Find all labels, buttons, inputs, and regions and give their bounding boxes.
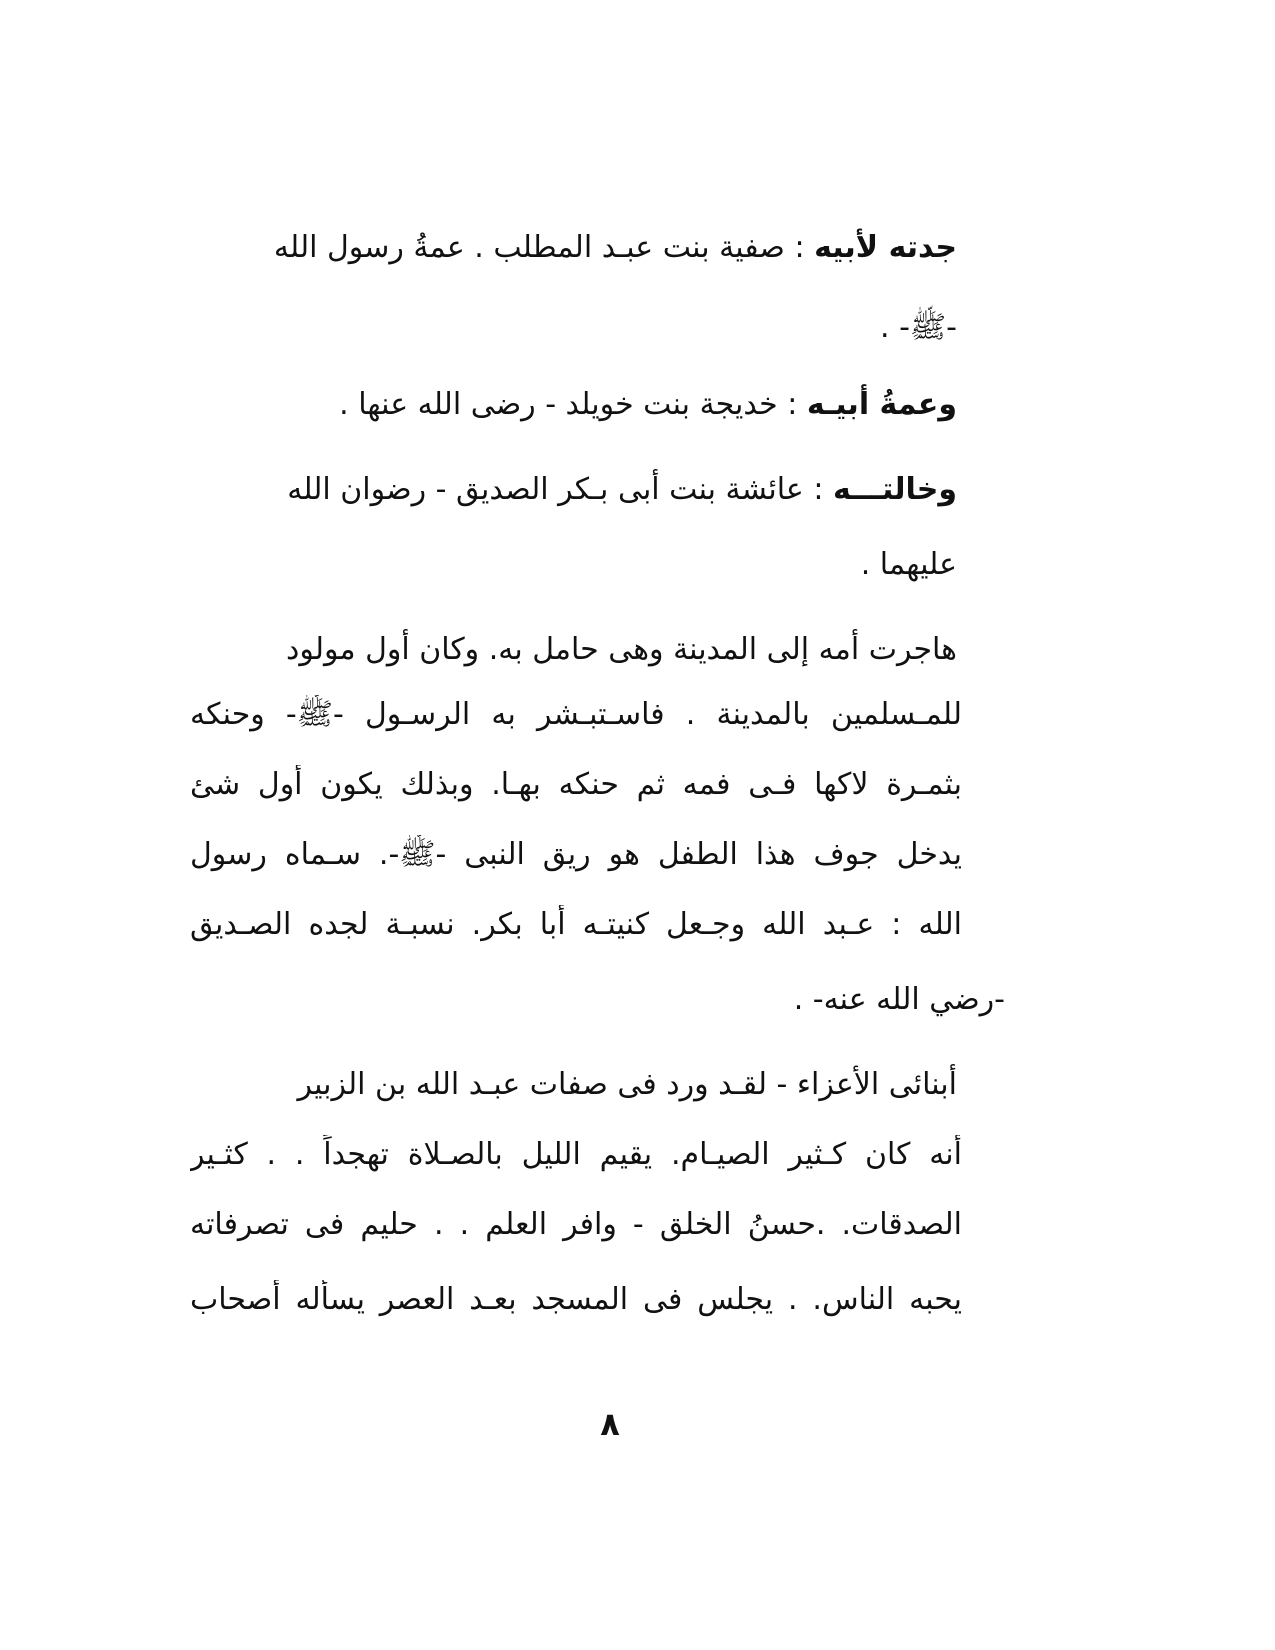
maternal-aunt-text: : عائشة بنت أبى بـكر الصديق - رضوان الله	[287, 472, 824, 507]
paragraph-1-line-2	[880, 308, 957, 348]
paragraph-4-line-6	[794, 980, 1005, 1020]
paragraph-5-text-1: أبنائى الأعزاء - لقـد ورد فى صفات عبـد الله بن الزبير	[297, 1067, 957, 1102]
aunt-label: وعمةُ أبيـه	[806, 387, 957, 422]
grandmother-text: : صفية بنت عبـد المطلب . عمةُ رسول الله	[273, 230, 805, 265]
paragraph-4-line-2	[190, 695, 962, 735]
paragraph-4-line-3	[190, 765, 962, 805]
paragraph-4-text-6: -رضي الله عنه- .	[793, 982, 1005, 1017]
maternal-aunt-continuation: عليهما .	[860, 547, 957, 582]
paragraph-5-line-2	[190, 1135, 962, 1175]
grandmother-label: جدته لأبيه	[814, 230, 957, 265]
aunt-text: : خديجة بنت خويلد - رضى الله عنها .	[339, 387, 798, 422]
paragraph-3-line-2	[861, 545, 957, 585]
honorific-text: -ﷺ- .	[880, 310, 957, 345]
paragraph-5-text-4: يحبه الناس. . يجلس فى المسجد بعـد العصر يسأله أصحاب	[190, 1282, 962, 1317]
paragraph-4-text-5: الله : عـبد الله وجـعل كنيتـه أبا بكر. نسبـة لجده الصـديق	[190, 907, 962, 942]
paragraph-4-text-1: هاجرت أمه إلى المدينة وهى حامل به. وكان أول مولود	[285, 632, 957, 667]
paragraph-5-line-3	[190, 1205, 962, 1245]
paragraph-4-line-4	[190, 835, 962, 875]
paragraph-4-line-5	[190, 905, 962, 945]
paragraph-5-text-3: الصدقات. .حسنُ الخلق - وافر العلم . . حليم فى تصرفاته	[190, 1207, 962, 1242]
paragraph-5-line-1	[298, 1065, 957, 1105]
paragraph-5-line-4	[190, 1280, 962, 1320]
paragraph-2-line-1	[339, 385, 957, 425]
paragraph-4-text-3: بثمـرة لاكها فـى فمه ثم حنكه بهـا. وبذلك يكون أول شئ	[190, 767, 962, 802]
paragraph-5-text-2: أنه كان كـثير الصيـام. يقيم الليل بالصـلاة تهجداً . . كثـير	[190, 1137, 962, 1172]
paragraph-4-text-4: يدخل جوف هذا الطفل هو ريق النبى -ﷺ-. سـماه رسول	[190, 837, 962, 872]
paragraph-4-line-1	[286, 630, 957, 670]
paragraph-1-line-1	[274, 228, 957, 268]
page-number: ٨	[600, 1405, 620, 1443]
paragraph-3-line-1	[287, 470, 957, 510]
maternal-aunt-label: وخالتـــه	[833, 472, 957, 507]
paragraph-4-text-2: للمـسلمين بالمدينة . فاسـتبـشر به الرسـول -ﷺ- وحنكه	[190, 697, 962, 732]
